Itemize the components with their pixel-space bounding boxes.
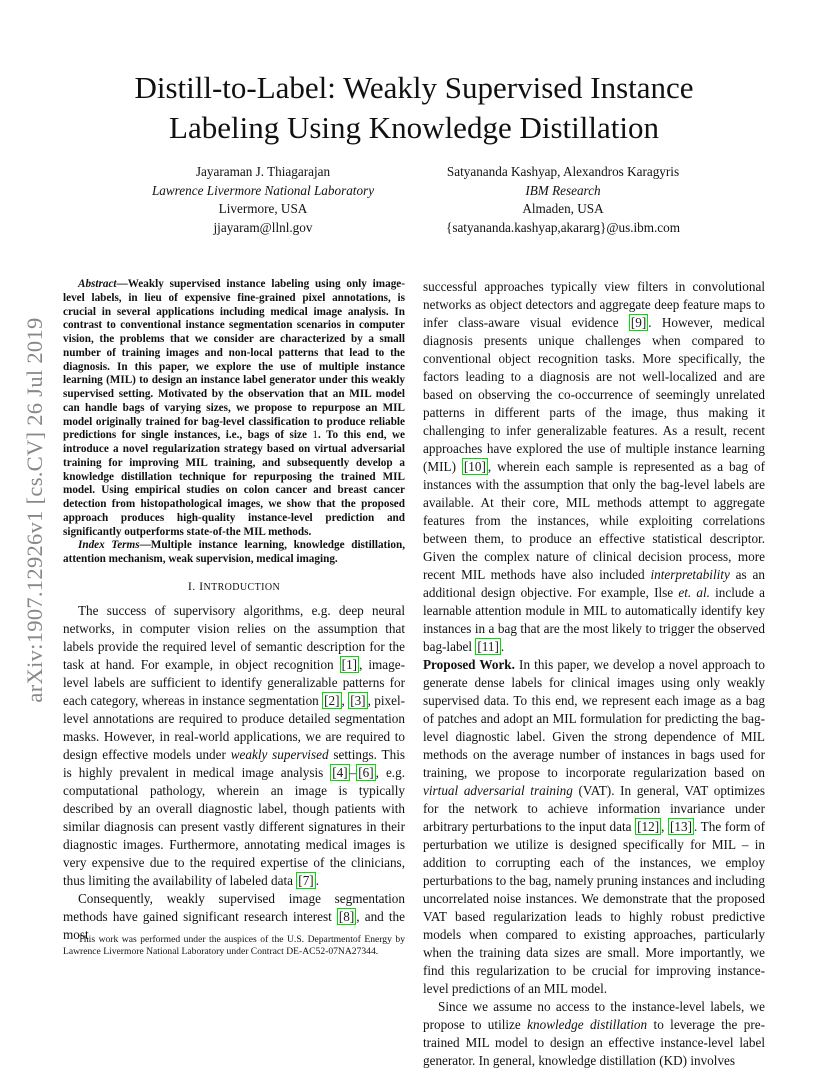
citation-link[interactable]: [9] [630,315,647,330]
author-affiliation: Lawrence Livermore National Laboratory [151,182,375,198]
citation-link[interactable]: [7] [298,872,314,888]
title-line-2: Labeling Using Knowledge Distillation [169,110,659,145]
abstract-label: Abstract [78,278,117,290]
author-name: Jayaraman J. Thiagarajan [195,164,331,179]
proposed-work-lead: Proposed Work. [423,657,515,672]
bag-size-math: 1 [312,429,318,442]
intro-paragraph-2-start: Consequently, weakly supervised image segmentation methods have gained significant research interest [8] , and the most [63,890,405,942]
author-location: Livermore, USA [218,201,308,217]
distillation-paragraph: Since we assume no access to the instance-level labels, we propose to utilize knowledge distillation to leverage the pre-trained MIL model to design an effective instance-level label generator. In general, knowledge distillation (KD) involves [423,999,765,1068]
citation-link[interactable]: [2] [324,692,340,708]
intro-paragraph-1: The success of supervisory algorithms, e.g. deep neural networks, in computer vision relies on the assumption that labels provide the required level of semantic description for the task at hand. For example, in object recognition [1] , image-level labels are sufficient to identify generalizable patterns for each category, whereas in instance segmentation [2] , [3] , pixel-level annotations are required to produce detailed segmentation masks. However, in real-world applications, we are required to design effective models under weakly supervised settings. This is highly prevalent in medical image analysis [4] – [6] , e.g. computational pathology, wherein an image is typically described by an overall diagnostic label, though patients with similar diagnosis can present vastly different signatures in their diagnostic images. Furthermore, annotating medical images is very expensive due to the required expertise of the clinicians, thus limiting the availability of labeled data [7] . [63,602,406,888]
proposed-work-paragraph: Proposed Work. In this paper, we develop a novel approach to generate dense labels for clinical images using only weakly supervised data. To this end, we represent each image as a bag of patches and adopt an MIL formulation for predicting the bag-level diagnostic label. Given the strong dependence of MIL methods on the average number of instances in bags used for training, we propose to incorporate regularization based on virtual adversarial training (VAT). In general, VAT optimizes for the network to achieve information invariance under arbitrary perturbations to the input data [12] , [13] . The form of perturbation we utilize is designed specifically for MIL – in addition to corrupting each of the instances, we employ perturbations to the bag, namely pruning instances and including uncorrelated noise instances. We demonstrate that the proposed VAT based regularization leads to highly robust predictive models when compared to existing approaches, particularly when the training data sizes are small. More importantly, we find this regularization to be crucial for improving instance-level predictions of an MIL model. [423,657,766,996]
intro-paragraph-2-continued: successful approaches typically view filters in convolutional networks as object detectors and aggregate deep feature maps to infer class-aware visual evidence [9] . However, medical diagnosis presents unique challenges when compared to conventional object recognition tasks. More specifically, the factors leading to a diagnosis are not well-localized and are based on observing the co-occurrence of seemingly unrelated patterns in different parts of the image, thus making it challenging to infer generalizable features. As a result, recent approaches have explored the use of multiple instance learning (MIL) [10] , wherein each sample is represented as a bag of instances with the assumption that only the bag-level labels are available. At their core, MIL methods attempt to aggregate features from the instances, while exploiting correlations between them, to produce an effective statistical descriptor. Given the complex nature of clinical decision process, more recent MIL methods have also included interpretability as an additional design objective. For example, Ilse et. al. include a learnable attention module in MIL to automatically identify key instances in a bag that are the most likely to trigger the observed bag-label [11] . [423,279,765,654]
section-heading-introduction: I. INTRODUCTION [187,578,281,593]
author-affiliation: IBM Research [525,182,601,198]
abstract: Abstract—Weakly supervised instance labeling using only image-level labels, in lieu of expensive fine-grained pixel annotations, is crucial in several applications including medical image analysis. In contrast to conventional instance segmentation scenarios in computer vision, the problems that we consider are characterized by a small number of training images and non-local patterns that lead to the diagnosis. In this paper, we explore the use of multiple instance learning (MIL) to design an instance label generator under this weakly supervised setting. Motivated by the observation that an MIL model can handle bags of varying sizes, we propose to repurpose an MIL model originally trained for bag-level classification to produce reliable predictions for single instances, i.e., bags of size 1. To this end, we introduce a novel regularization strategy based on virtual adversarial training for improving MIL training, and subsequently develop a knowledge distillation technique for repurposing the trained MIL model. Using empirical studies on colon cancer and breast cancer detection from histopathological images, we show that the proposed approach produces high-quality instance-level prediction and significantly outperforms state-of-the MIL methods. [63,278,405,538]
citation-link[interactable]: [4] [332,764,348,780]
citation-link[interactable]: [12] [637,819,660,834]
citation-link[interactable]: [1] [341,656,358,672]
citation-link[interactable]: [3] [350,692,366,708]
author-block-1 [113,163,413,238]
author-location: Almaden, USA [522,201,604,217]
title-line-1: Distill-to-Label: Weakly Supervised Instance [134,70,694,105]
citation-link[interactable]: [8] [338,908,355,924]
citation-link[interactable]: [13] [670,819,692,834]
left-column [63,278,405,944]
footnote: This work was performed under the auspices of the U.S. Departmentof Energy by Lawrence Livermore National Laboratory under Contract DE-AC52-07NA27344. [63,934,405,957]
paper-title [80,68,748,148]
right-column [423,278,765,1070]
index-terms-label: Index Terms [78,539,140,552]
author-email: jjayaram@llnl.gov [213,220,313,236]
citation-link[interactable]: [11] [477,639,499,654]
arxiv-stamp: arXiv:1907.12926v1 [cs.CV] 26 Jul 2019 [22,317,47,703]
citation-link[interactable]: [6] [358,764,374,780]
citation-link[interactable]: [10] [463,459,486,474]
index-terms: Index Terms—Multiple instance learning, knowledge distillation, attention mechanism, weak supervision, medical imaging. [63,539,405,565]
author-email: {satyananda.kashyap,akararg}@us.ibm.com [445,220,681,236]
author-block-2 [408,163,718,238]
author-name: Satyananda Kashyap, Alexandros Karagyris [446,164,680,179]
